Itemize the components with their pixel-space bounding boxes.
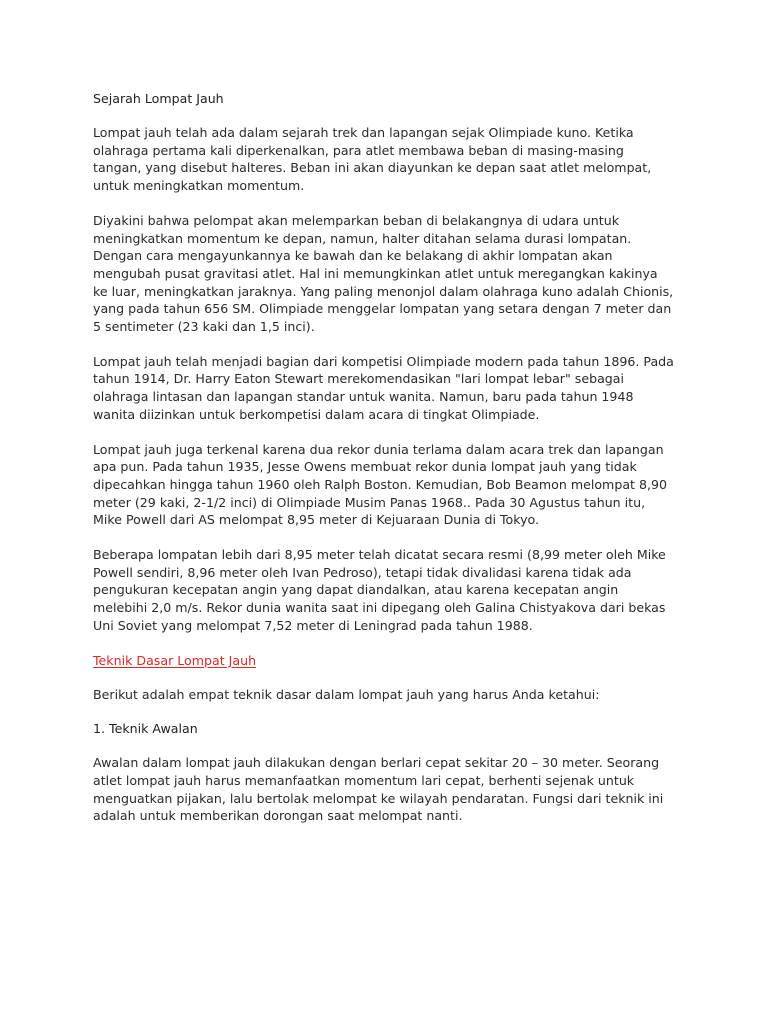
paragraph-1: Lompat jauh telah ada dalam sejarah trek dan lapangan sejak Olimpiade kuno. Ketika olahraga pertama kali diperkenalkan, para atlet membawa beban di masing-masing tangan, yang disebut halteres. Beban ini akan diayunkan ke depan saat atlet melompat, untuk meningkatkan momentum. [93,125,652,194]
paragraph-4: Lompat jauh juga terkenal karena dua rekor dunia terlama dalam acara trek dan lapangan apa pun. Pada tahun 1935, Jesse Owens membuat rekor dunia lompat jauh yang tidak dipecahkan hingga tahun 1960 oleh Ralph Boston. Kemudian, Bob Beamon melompat 8,90 meter (29 kaki, 2-1/2 inci) di Olimpiade Musim Panas 1968.. Pada 30 Agustus tahun itu, Mike Powell dari AS melompat 8,95 meter di Kejuaraan Dunia di Tokyo. [93,441,668,528]
intro-paragraph: Berikut adalah empat teknik dasar dalam lompat jauh yang harus Anda ketahui: [93,686,600,702]
paragraph-2: Diyakini bahwa pelompat akan melemparkan beban di belakangnya di udara untuk meningkatkan momentum ke depan, namun, halter ditahan selama durasi lompatan. Dengan cara mengayunkannya ke bawah dan ke belakang di akhir lompatan akan mengubah pusat gravitasi atlet. Hal ini memungkinkan atlet untuk meregangkan kakinya ke luar, meningkatkan jaraknya. Yang paling menonjol dalam olahraga kuno adalah Chionis, yang pada tahun 656 SM. Olimpiade menggelar lompatan yang setara dengan 7 meter dan 5 sentimeter (23 kaki dan 1,5 inci). [93,212,674,335]
paragraph-3: Lompat jauh telah menjadi bagian dari kompetisi Olimpiade modern pada tahun 1896. Pada tahun 1914, Dr. Harry Eaton Stewart merekomendasikan "lari lompat lebar" sebagai olahraga lintasan dan lapangan standar untuk wanita. Namun, baru pada tahun 1948 wanita diizinkan untuk berkompetisi dalam acara di tingkat Olimpiade. [93,353,674,422]
section-heading-link[interactable]: Teknik Dasar Lompat Jauh [93,652,257,668]
sub-heading: 1. Teknik Awalan [93,721,198,737]
sub-paragraph: Awalan dalam lompat jauh dilakukan dengan berlari cepat sekitar 20 – 30 meter. Seorang atlet lompat jauh harus memanfaatkan momentum lari cepat, berhenti sejenak untuk menguatkan pijakan, lalu bertolak melompat ke wilayah pendaratan. Fungsi dari teknik ini adalah untuk memberikan dorongan saat melompat nanti. [93,755,664,824]
document-body [93,90,675,842]
document-title: Sejarah Lompat Jauh [93,91,224,106]
paragraph-5: Beberapa lompatan lebih dari 8,95 meter telah dicatat secara resmi (8,99 meter oleh Mike Powell sendiri, 8,96 meter oleh Ivan Pedroso), tetapi tidak divalidasi karena tidak ada pengukuran kecepatan angin yang dapat diandalkan, atau karena kecepatan angin melebihi 2,0 m/s. Rekor dunia wanita saat ini dipegang oleh Galina Chistyakova dari bekas Uni Soviet yang melompat 7,52 meter di Leningrad pada tahun 1988. [93,547,666,633]
